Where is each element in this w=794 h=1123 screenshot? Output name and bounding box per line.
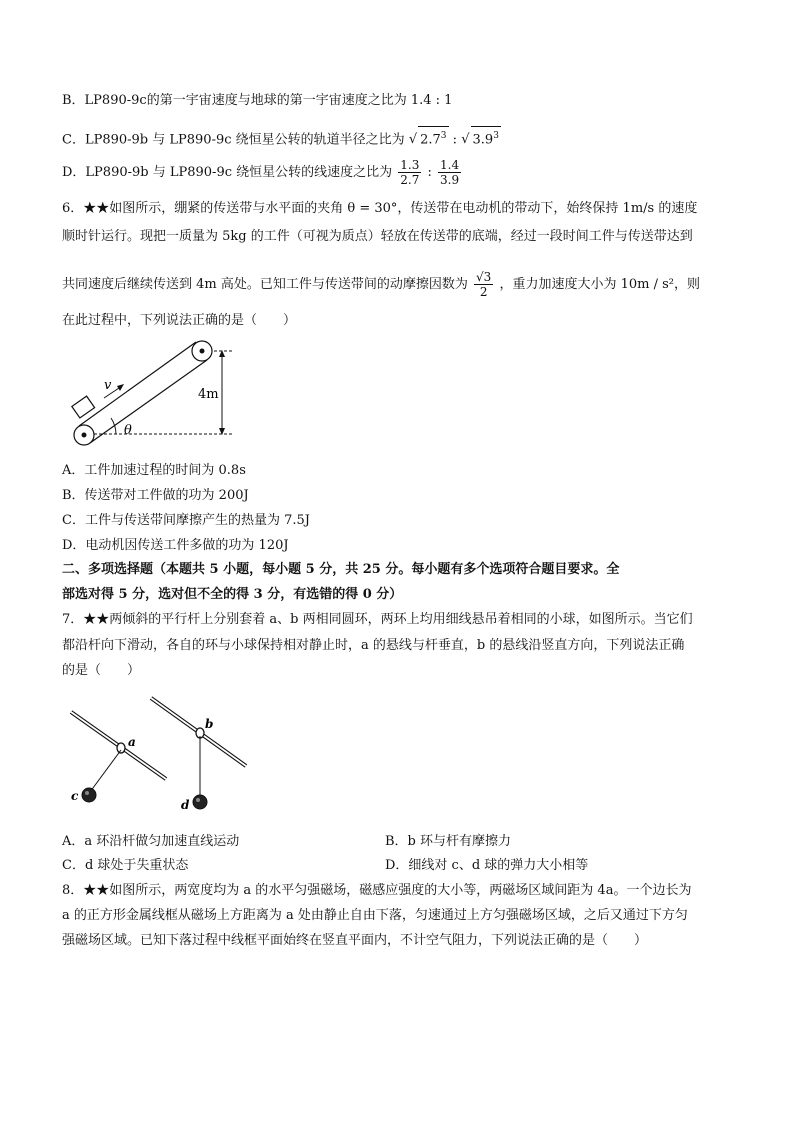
q6-v-label: v: [104, 378, 112, 393]
q6-height-label: 4m: [198, 387, 219, 402]
q6-line-3-a: 共同速度后继续传送到 4m 高处。已知工件与传送带间的动摩擦因数为: [62, 277, 468, 292]
section2-header-line-1: 二、多项选择题（本题共 5 小题，每小题 5 分，共 25 分。每小题有多个选项符合题目要求。全: [62, 562, 620, 577]
q7-option-d: D．细线对 c、d 球的弹力大小相等: [385, 858, 589, 873]
q6-line-1: 6．★★如图所示，绷紧的传送带与水平面的夹角 θ = 30°，传送带在电动机的带动下，始终保持 1m/s 的速度: [62, 201, 698, 216]
q8-line-3: 强磁场区域。已知下落过程中线框平面始终在竖直平面内，不计空气阻力，下列说法正确的是（ ）: [62, 933, 648, 948]
q7-rods-figure: [66, 692, 256, 817]
q7-option-a: A．a 环沿杆做匀加速直线运动: [62, 834, 240, 849]
q6-line-3: [62, 270, 700, 299]
q6-conveyor-figure: [64, 336, 254, 446]
q5-option-d-sep: :: [427, 165, 432, 180]
q7-option-b: B．b 环与杆有摩擦力: [385, 834, 512, 849]
q6-option-d: D．电动机因传送工件多做的功为 120J: [62, 538, 289, 553]
q5-option-c: [62, 126, 501, 149]
q5-option-c-sqrt1: √ $2.7^3$: [409, 132, 449, 147]
q6-mu-fraction: $\frac{√3}{2}$: [476, 270, 492, 299]
q6-line-2: 顺时针运行。现把一质量为 5kg 的工件（可视为质点）轻放在传送带的底端，经过一段时间工件与传送带达到: [62, 229, 693, 244]
q5-option-d: [62, 158, 463, 187]
q5-option-b: B．LP890-9c的第一宇宙速度与地球的第一宇宙速度之比为 1.4 : 1: [62, 93, 453, 108]
section2-header-line-2: 部选对得 5 分，选对但不全的得 3 分，有选错的得 0 分）: [62, 587, 403, 602]
q8-line-2: a 的正方形金属线框从磁场上方距离为 a 处由静止自由下落，匀速通过上方匀强磁场区域，之后又通过下方匀: [62, 908, 688, 923]
q5-option-c-text: C．LP890-9b 与 LP890-9c 绕恒星公转的轨道半径之比为: [62, 132, 405, 148]
q6-option-c: C．工件与传送带间摩擦产生的热量为 7.5J: [62, 513, 310, 528]
q7-label-c: c: [71, 789, 79, 803]
q5-option-d-frac1: $\frac{1.3}{2.7}$: [400, 158, 420, 187]
q5-option-d-text: D．LP890-9b 与 LP890-9c 绕恒星公转的线速度之比为: [62, 165, 393, 180]
q5-option-d-frac2: $\frac{1.4}{3.9}$: [440, 158, 460, 187]
q7-label-a: a: [128, 735, 136, 749]
q7-line-2: 都沿杆向下滑动，各自的环与小球保持相对静止时，a 的悬线与杆垂直，b 的悬线沿竖直方向，下列说法正确: [62, 638, 685, 653]
q5-option-c-sqrt2: √ $3.9^3$: [461, 132, 501, 147]
q6-angle-label: θ: [124, 423, 132, 438]
q5-option-c-sep: :: [452, 132, 458, 148]
q7-label-b: b: [205, 717, 214, 731]
q6-option-b: B．传送带对工件做的功为 200J: [62, 488, 249, 503]
q7-line-1: 7．★★两倾斜的平行杆上分别套着 a、b 两相同圆环，两环上均用细线悬吊着相同的小球，如图所示。当它们: [62, 612, 693, 627]
q6-line-3-b: ，重力加速度大小为 10m / s²，则: [499, 277, 700, 292]
q6-option-a: A．工件加速过程的时间为 0.8s: [62, 463, 246, 478]
q7-line-3: 的是（ ）: [62, 663, 141, 678]
q8-line-1: 8．★★如图所示，两宽度均为 a 的水平匀强磁场，磁感应强度的大小等，两磁场区域间距为 4a。一个边长为: [62, 883, 692, 898]
q6-line-4: 在此过程中，下列说法正确的是（ ）: [62, 313, 297, 328]
q7-label-d: d: [181, 798, 190, 812]
q7-option-c: C．d 球处于失重状态: [62, 858, 189, 873]
